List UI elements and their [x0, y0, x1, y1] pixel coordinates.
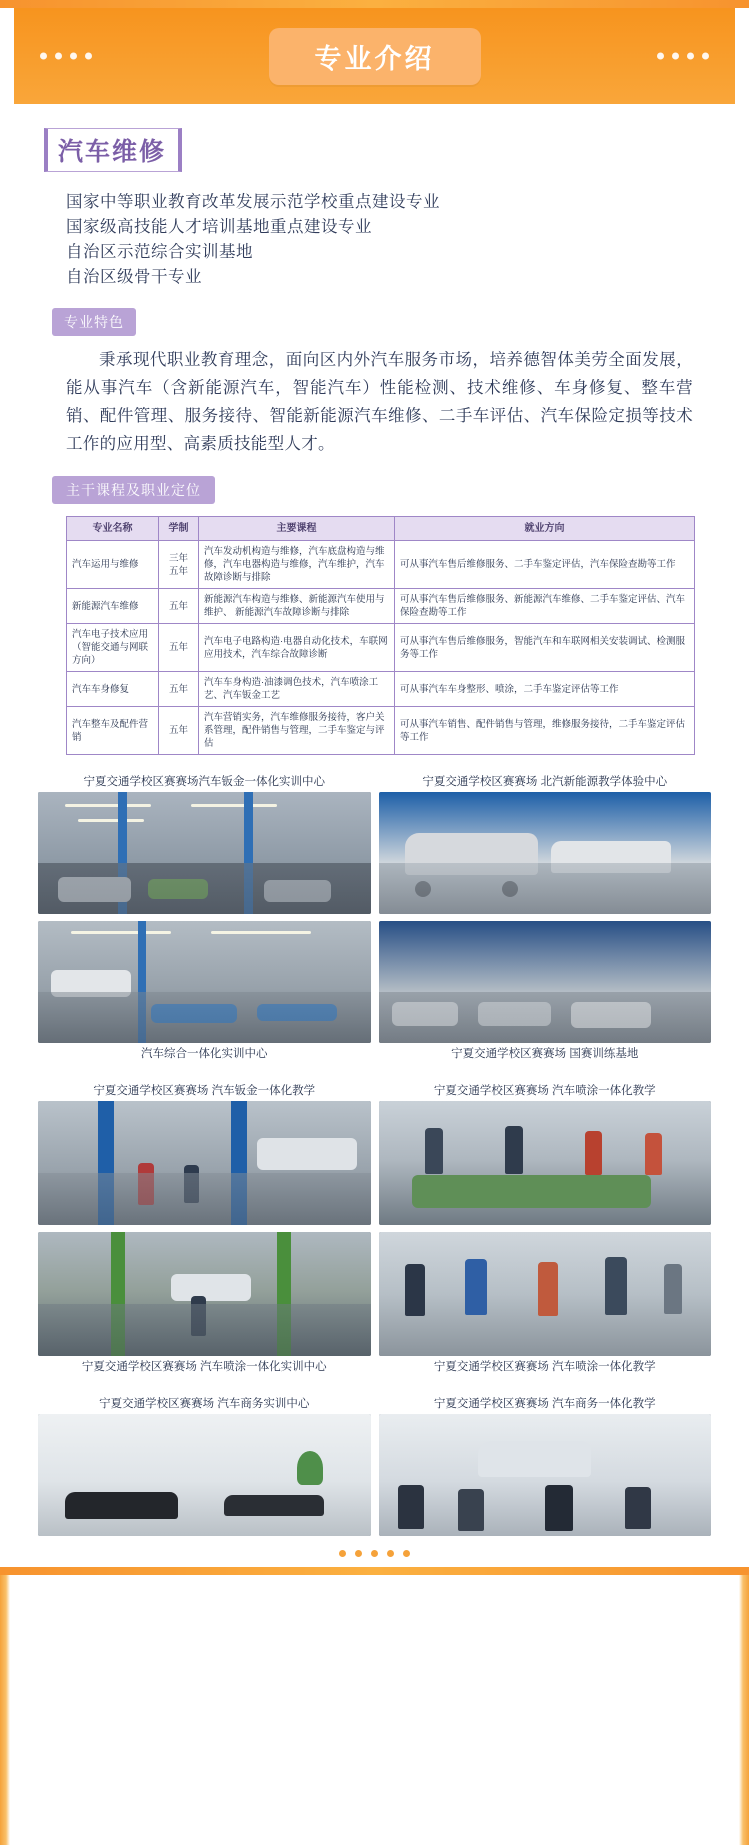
photo-captions-row: [38, 1080, 711, 1101]
major-title: 汽车维修: [44, 128, 182, 172]
honor-item: 国家级高技能人才培训基地重点建设专业: [66, 218, 372, 236]
honors-list: [66, 190, 735, 290]
photo-caption: 宁夏交通学校区赛赛场 汽车钣金一体化教学: [93, 1085, 316, 1097]
photo-captions-row: [38, 771, 711, 792]
banner-dots-left: [40, 53, 92, 60]
cell-major-name: 汽车整车及配件营销: [67, 707, 159, 755]
photo-captions-row: [38, 1043, 711, 1064]
years-line-1: 三年: [168, 552, 188, 564]
cell-major-name: 汽车运用与维修: [67, 541, 159, 589]
cell-courses: 新能源汽车构造与维修、新能源汽车使用与维护、 新能源汽车故障诊断与排除: [199, 589, 395, 624]
cell-jobs: 可从事汽车售后维修服务、新能源汽车维修、二手车鉴定评估、汽车保险查勘等工作: [395, 589, 695, 624]
section-tag-courses: 主干课程及职业定位: [52, 476, 215, 504]
years-line-2: 五年: [168, 565, 188, 577]
photo-caption: 宁夏交通学校区赛赛场 汽车喷涂一体化实训中心: [81, 1361, 327, 1373]
banner-dots-right: [657, 53, 709, 60]
th-jobs: 就业方向: [395, 517, 695, 541]
photo-caption: 宁夏交通学校区赛赛场 汽车商务一体化教学: [433, 1398, 656, 1410]
photo-captions-row: [38, 1393, 711, 1414]
banner-dot: [687, 53, 694, 60]
footer-dot: [403, 1550, 410, 1557]
cell-courses: 汽车电子电路构造·电器自动化技术，车联网应用技术，汽车综合故障诊断: [199, 624, 395, 672]
footer-dot: [371, 1550, 378, 1557]
page-title: 专业介绍: [314, 43, 435, 74]
top-edge-bar: [0, 0, 749, 8]
cell-major-name: 汽车车身修复: [67, 672, 159, 707]
cell-years: 五年: [159, 589, 199, 624]
photo-bodywork-training-center: [38, 792, 371, 914]
cell-courses: 汽车营销实务，汽车维修服务接待，客户关系管理，配件销售与管理，二手车鉴定与评估: [199, 707, 395, 755]
photo-auto-business-teaching: [379, 1414, 712, 1536]
photo-bodywork-teaching: [38, 1101, 371, 1225]
cell-years: 五年: [159, 672, 199, 707]
footer-dot: [339, 1550, 346, 1557]
bottom-edge-bar: [0, 1567, 749, 1575]
courses-table: [66, 516, 695, 755]
honor-item: 自治区级骨干专业: [66, 268, 202, 286]
banner-dot: [55, 53, 62, 60]
courses-table-wrap: [66, 516, 695, 755]
banner-dot: [70, 53, 77, 60]
photo-caption: 宁夏交通学校区赛赛场汽车钣金一体化实训中心: [83, 776, 325, 788]
banner-dot: [672, 53, 679, 60]
honor-item: 自治区示范综合实训基地: [66, 243, 253, 261]
photo-caption: 宁夏交通学校区赛赛场 国赛训练基地: [451, 1048, 639, 1060]
banner-dot: [40, 53, 47, 60]
photo-national-competition-base: [379, 921, 712, 1043]
cell-jobs: 可从事汽车车身整形、喷涂，二手车鉴定评估等工作: [395, 672, 695, 707]
photo-row: [38, 1101, 711, 1225]
photo-row: [38, 792, 711, 914]
table-row: [67, 672, 695, 707]
photo-row: [38, 1232, 711, 1356]
poster-inner: [0, 8, 749, 1567]
cell-major-name: 汽车电子技术应用（智能交通与网联方向）: [67, 624, 159, 672]
table-row: [67, 541, 695, 589]
photo-caption: 汽车综合一体化实训中心: [141, 1048, 268, 1060]
photo-caption: 宁夏交通学校区赛赛场 汽车商务实训中心: [99, 1398, 310, 1410]
photo-captions-row: [38, 1356, 711, 1377]
cell-jobs: 可从事汽车售后维修服务、二手车鉴定评估，汽车保险查勘等工作: [395, 541, 695, 589]
table-row: [67, 624, 695, 672]
cell-jobs: 可从事汽车售后维修服务，智能汽车和车联网相关安装调试、检测服务等工作: [395, 624, 695, 672]
feature-paragraph: 秉承现代职业教育理念，面向区内外汽车服务市场，培养德智体美劳全面发展，能从事汽车（含新能源汽车，智能汽车）性能检测、技术维修、车身修复、整车营销、配件管理、服务接待、智能新能源汽车维修、二手车评估、汽车保险定损等技术工作的应用型、高素质技能型人才。: [66, 351, 693, 453]
photo-painting-teaching-2: [379, 1232, 712, 1356]
photo-painting-teaching: [379, 1101, 712, 1225]
photo-new-energy-experience-center: [379, 792, 712, 914]
cell-years: 五年: [159, 707, 199, 755]
photo-painting-training-center: [38, 1232, 371, 1356]
section-tag-feature: 专业特色: [52, 308, 136, 336]
footer-dot: [355, 1550, 362, 1557]
table-row: [67, 707, 695, 755]
photo-row: [38, 1414, 711, 1536]
footer-dots: [14, 1536, 735, 1567]
photo-group-3: [38, 1393, 711, 1536]
major-title-wrap: [44, 128, 182, 172]
photo-caption: 宁夏交通学校区赛赛场 汽车喷涂一体化教学: [433, 1361, 656, 1373]
banner-dot: [702, 53, 709, 60]
cell-major-name: 新能源汽车维修: [67, 589, 159, 624]
cell-courses: 汽车发动机构造与维修，汽车底盘构造与维修，汽车电器构造与维修，汽车维护，汽车故障诊断与排除: [199, 541, 395, 589]
table-row: [67, 589, 695, 624]
banner-dot: [85, 53, 92, 60]
cell-courses: 汽车车身构造·油漆调色技术，汽车喷涂工艺、汽车钣金工艺: [199, 672, 395, 707]
photo-auto-business-training-center: [38, 1414, 371, 1536]
honor-item: 国家中等职业教育改革发展示范学校重点建设专业: [66, 193, 440, 211]
photo-caption: 宁夏交通学校区赛赛场 汽车喷涂一体化教学: [433, 1085, 656, 1097]
photo-group-1: [38, 771, 711, 1064]
page-banner: [14, 8, 735, 104]
courses-table-body: [67, 541, 695, 755]
cell-years: [159, 541, 199, 589]
cell-jobs: 可从事汽车销售、配件销售与管理，维修服务接待，二手车鉴定评估等工作: [395, 707, 695, 755]
th-major-name: 专业名称: [67, 517, 159, 541]
banner-dot: [657, 53, 664, 60]
courses-table-head: [67, 517, 695, 541]
photo-row: [38, 921, 711, 1043]
photo-integrated-training-center: [38, 921, 371, 1043]
banner-title-pill: [269, 28, 481, 85]
table-header-row: [67, 517, 695, 541]
cell-years: 五年: [159, 624, 199, 672]
photo-group-2: [38, 1080, 711, 1377]
footer-dot: [387, 1550, 394, 1557]
th-years: 学制: [159, 517, 199, 541]
photo-caption: 宁夏交通学校区赛赛场 北汽新能源教学体验中心: [422, 776, 668, 788]
th-courses: 主要课程: [199, 517, 395, 541]
